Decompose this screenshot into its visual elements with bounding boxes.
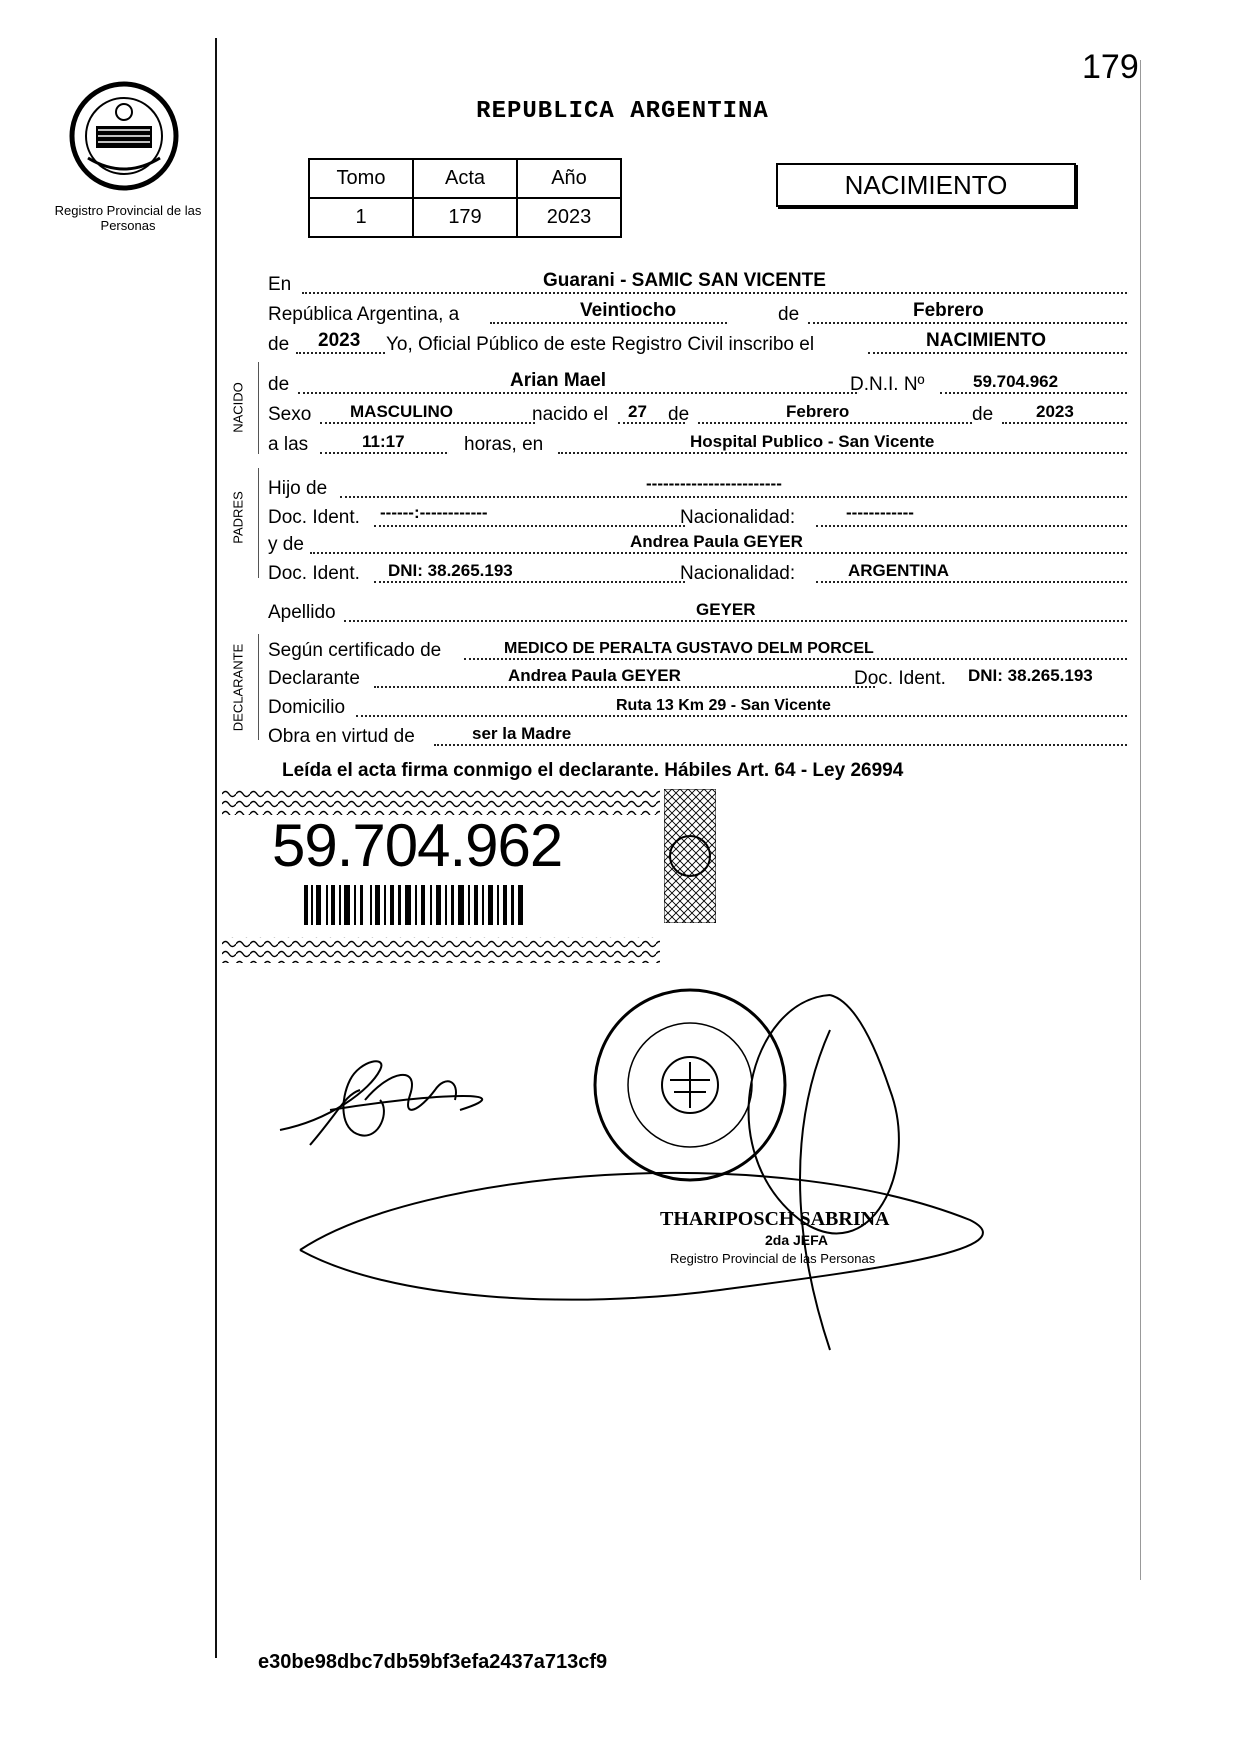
header-tomo: Tomo xyxy=(309,159,413,198)
dotted-line xyxy=(464,658,1127,660)
dotted-line xyxy=(344,620,1127,622)
dotted-line xyxy=(816,525,1127,527)
de-label: de xyxy=(778,304,800,325)
section-label-padres: PADRES xyxy=(230,491,246,544)
registry-label: Registro Provincial de las Personas xyxy=(54,203,202,233)
declarante-value: Andrea Paula GEYER xyxy=(508,666,681,685)
sexo-label: Sexo xyxy=(268,404,312,425)
de-label: de xyxy=(268,334,290,355)
name-value: Arian Mael xyxy=(510,370,607,391)
official-name-stamp xyxy=(660,1208,890,1266)
domicilio-value: Ruta 13 Km 29 - San Vicente xyxy=(616,697,831,714)
row-madre xyxy=(268,530,1127,558)
dotted-line xyxy=(302,292,1127,294)
de-label: de xyxy=(972,404,994,425)
row-obra xyxy=(268,722,1127,750)
record-table xyxy=(308,158,622,238)
dotted-line xyxy=(1002,422,1127,424)
value-acta: 179 xyxy=(413,198,517,237)
value-tomo: 1 xyxy=(309,198,413,237)
declarante-label: Declarante xyxy=(268,668,360,689)
declarante-bracket xyxy=(258,634,259,740)
section-label-declarante: DECLARANTE xyxy=(230,643,246,732)
row-hijo xyxy=(268,474,1127,502)
obra-value: ser la Madre xyxy=(472,724,572,743)
document-title: REPUBLICA ARGENTINA xyxy=(476,98,769,125)
record-type-box: NACIMIENTO xyxy=(776,163,1076,207)
dotted-line xyxy=(374,581,685,583)
declarante-doc-value: DNI: 38.265.193 xyxy=(968,666,1093,685)
nacionalidad-value: ------------ xyxy=(846,503,914,522)
year-value: 2023 xyxy=(318,330,361,351)
row-nombre xyxy=(268,370,1127,398)
alas-label: a las xyxy=(268,434,309,455)
dotted-line xyxy=(434,744,1127,746)
security-hologram xyxy=(664,789,716,923)
official-title: 2da JEFA xyxy=(765,1232,829,1248)
dotted-line xyxy=(868,352,1127,354)
dotted-line xyxy=(356,715,1127,717)
official-org: Registro Provincial de las Personas xyxy=(670,1251,876,1266)
nacido-bracket xyxy=(258,362,259,454)
obra-label: Obra en virtud de xyxy=(268,726,415,747)
dotted-line xyxy=(374,686,875,688)
nacionalidad-label: Nacionalidad: xyxy=(680,507,796,528)
hora-value: 11:17 xyxy=(362,432,405,451)
row-domicilio xyxy=(268,693,1127,721)
dotted-line xyxy=(310,552,1127,554)
birth-day-value: 27 xyxy=(628,402,647,421)
apellido-label: Apellido xyxy=(268,602,336,623)
apellido-value: GEYER xyxy=(696,600,756,619)
sexo-value: MASCULINO xyxy=(350,402,453,421)
dotted-line xyxy=(340,496,1127,498)
dotted-line xyxy=(808,322,1127,324)
dotted-line xyxy=(320,422,535,424)
yde-label: y de xyxy=(268,534,304,555)
month-value: Febrero xyxy=(913,300,984,321)
declarant-signature xyxy=(280,1061,482,1145)
right-margin-line xyxy=(1140,60,1141,1580)
row-apellido xyxy=(268,598,1127,626)
horas-label: horas, en xyxy=(464,434,544,455)
birth-month-value: Febrero xyxy=(786,402,850,421)
row-doc-ident-1 xyxy=(268,503,1127,531)
signatures-and-stamp xyxy=(270,970,1030,1370)
dni-sticker-number: 59.704.962 xyxy=(272,812,563,879)
dotted-line xyxy=(816,581,1127,583)
header-acta: Acta xyxy=(413,159,517,198)
birth-year-value: 2023 xyxy=(1036,402,1074,421)
row-hora xyxy=(268,430,1127,458)
dotted-line xyxy=(940,392,1127,394)
header-anio: Año xyxy=(517,159,621,198)
madre-value: Andrea Paula GEYER xyxy=(630,532,803,551)
inscribo-value: NACIMIENTO xyxy=(926,330,1046,351)
nacionalidad-value: ARGENTINA xyxy=(848,561,950,580)
page-number: 179 xyxy=(1082,48,1139,86)
doc-ident-value: DNI: 38.265.193 xyxy=(388,561,513,580)
dni-label: D.N.I. Nº xyxy=(850,374,925,395)
day-value: Veintiocho xyxy=(580,300,677,321)
row-inscribo xyxy=(268,330,1127,358)
certificado-value: MEDICO DE PERALTA GUSTAVO DELM PORCEL xyxy=(504,640,874,657)
domicilio-label: Domicilio xyxy=(268,697,346,718)
lugar-value: Hospital Publico - San Vicente xyxy=(690,432,935,451)
row-declarante xyxy=(268,664,1127,692)
dotted-line xyxy=(320,452,447,454)
padres-bracket xyxy=(258,468,259,578)
doc-ident-label: Doc. Ident. xyxy=(854,668,946,689)
dotted-line xyxy=(296,352,385,354)
misiones-seal-logo xyxy=(68,80,180,192)
dotted-line xyxy=(698,422,972,424)
row-sexo xyxy=(268,400,1127,428)
official-name: THARIPOSCH SABRINA xyxy=(660,1208,890,1230)
doc-ident-label: Doc. Ident. xyxy=(268,507,360,528)
dni-sticker xyxy=(222,789,660,964)
certificado-label: Según certificado de xyxy=(268,640,442,661)
row-certificado xyxy=(268,636,1127,664)
value-anio: 2023 xyxy=(517,198,621,237)
republica-label: República Argentina, a xyxy=(268,304,460,325)
document-hash: e30be98dbc7db59bf3efa2437a713cf9 xyxy=(258,1651,608,1673)
place-value: Guarani - SAMIC SAN VICENTE xyxy=(543,270,826,291)
hijo-label: Hijo de xyxy=(268,478,328,499)
dotted-line xyxy=(298,392,857,394)
doc-ident-label: Doc. Ident. xyxy=(268,563,360,584)
official-signature xyxy=(300,995,983,1350)
row-doc-ident-2 xyxy=(268,559,1127,587)
de-label: de xyxy=(268,374,290,395)
barcode-icon xyxy=(304,885,524,925)
dotted-line xyxy=(490,322,727,324)
row-fecha xyxy=(268,300,1127,328)
section-label-nacido: NACIDO xyxy=(230,382,246,433)
dni-value: 59.704.962 xyxy=(973,372,1059,391)
left-margin-line xyxy=(215,38,217,1658)
en-label: En xyxy=(268,274,292,295)
row-en xyxy=(268,270,1127,298)
nacionalidad-label: Nacionalidad: xyxy=(680,563,796,584)
closing-statement: Leída el acta firma conmigo el declarante. Hábiles Art. 64 - Ley 26994 xyxy=(282,760,904,781)
hijo-value: ------------------------ xyxy=(646,474,782,493)
dotted-line xyxy=(558,452,1127,454)
dotted-line xyxy=(374,525,685,527)
de-label: de xyxy=(668,404,690,425)
doc-ident-value: ------:------------ xyxy=(380,503,488,522)
official-stamp xyxy=(595,990,785,1180)
inscribo-text: Yo, Oficial Público de este Registro Civil inscribo el xyxy=(386,334,815,355)
nacido-label: nacido el xyxy=(532,404,609,425)
